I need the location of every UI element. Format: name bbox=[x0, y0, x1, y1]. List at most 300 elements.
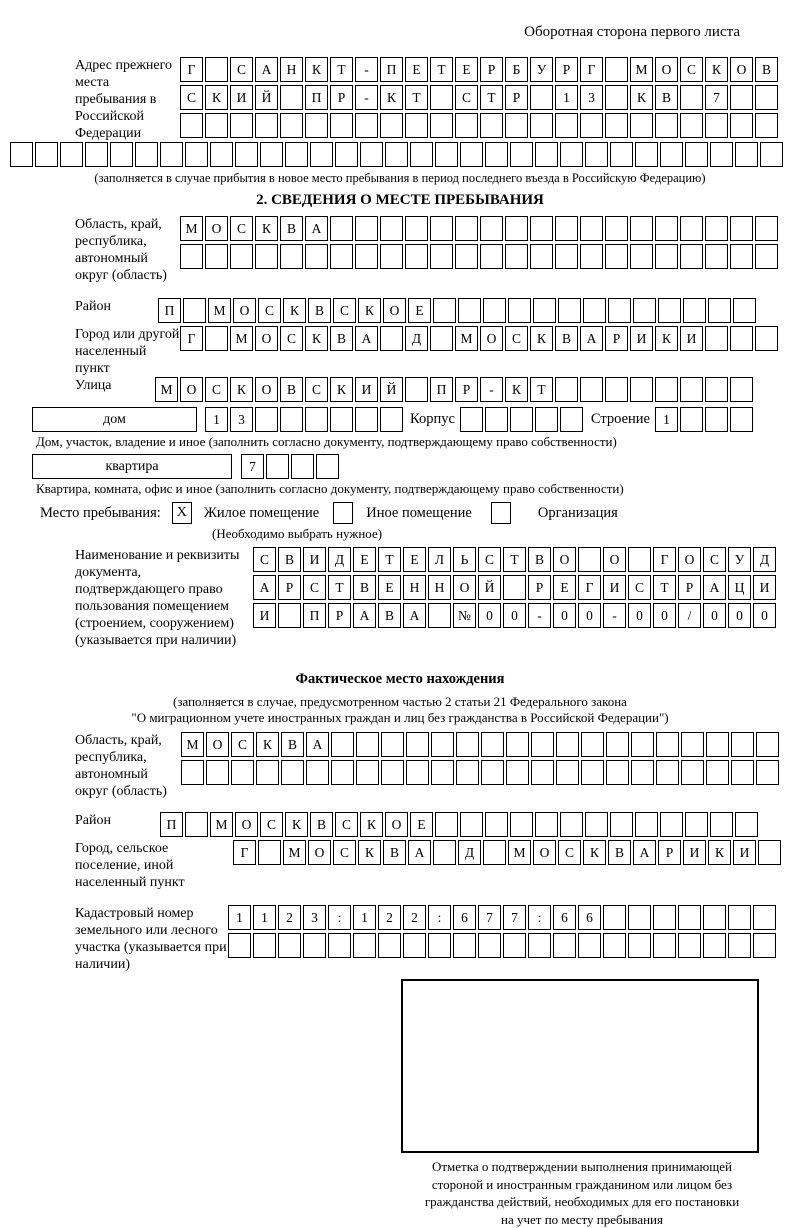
char-cell bbox=[230, 113, 253, 138]
char-cell: Ь bbox=[453, 547, 476, 572]
char-cell bbox=[680, 113, 703, 138]
char-cell bbox=[655, 113, 678, 138]
char-cell: М bbox=[230, 326, 253, 351]
char-cell bbox=[681, 760, 704, 785]
char-cell bbox=[405, 216, 428, 241]
char-cell bbox=[610, 812, 633, 837]
char-cell: О bbox=[603, 547, 626, 572]
char-cell bbox=[380, 216, 403, 241]
char-cell bbox=[428, 603, 451, 628]
char-cell bbox=[585, 142, 608, 167]
char-cell: М bbox=[180, 216, 203, 241]
char-cell bbox=[531, 760, 554, 785]
char-cell bbox=[710, 142, 733, 167]
char-cell: С bbox=[703, 547, 726, 572]
char-cell: Г bbox=[233, 840, 256, 865]
char-cell bbox=[510, 812, 533, 837]
char-cell bbox=[605, 85, 628, 110]
char-cell bbox=[135, 142, 158, 167]
char-cell bbox=[260, 142, 283, 167]
district-row bbox=[158, 298, 756, 323]
char-cell: 1 bbox=[555, 85, 578, 110]
char-cell: С bbox=[205, 377, 228, 402]
char-cell: Б bbox=[505, 57, 528, 82]
char-cell bbox=[406, 760, 429, 785]
char-cell bbox=[755, 216, 778, 241]
char-cell: С bbox=[231, 732, 254, 757]
char-cell bbox=[605, 57, 628, 82]
actual-region-row-2 bbox=[181, 760, 779, 785]
char-cell: С bbox=[478, 547, 501, 572]
char-cell: К bbox=[358, 840, 381, 865]
char-cell bbox=[553, 933, 576, 958]
char-cell bbox=[705, 216, 728, 241]
char-cell: К bbox=[708, 840, 731, 865]
char-cell: 2 bbox=[378, 905, 401, 930]
char-cell: У bbox=[530, 57, 553, 82]
korpus-label: Корпус bbox=[410, 411, 455, 428]
char-cell bbox=[755, 113, 778, 138]
char-cell: 1 bbox=[655, 407, 678, 432]
char-cell bbox=[710, 812, 733, 837]
char-cell: С bbox=[680, 57, 703, 82]
char-cell bbox=[705, 113, 728, 138]
residential-label: Жилое помещение bbox=[204, 505, 319, 522]
char-cell bbox=[578, 547, 601, 572]
cadastral-block bbox=[0, 905, 800, 973]
region-row-2 bbox=[180, 244, 778, 269]
char-cell bbox=[205, 326, 228, 351]
char-cell: О bbox=[678, 547, 701, 572]
char-cell bbox=[755, 244, 778, 269]
char-cell bbox=[528, 933, 551, 958]
char-cell: И bbox=[230, 85, 253, 110]
char-cell: Р bbox=[555, 57, 578, 82]
char-cell: : bbox=[528, 905, 551, 930]
char-cell bbox=[730, 407, 753, 432]
char-cell bbox=[210, 142, 233, 167]
char-cell bbox=[506, 760, 529, 785]
cadastral-row-1 bbox=[228, 905, 776, 930]
char-cell bbox=[605, 244, 628, 269]
char-cell: О bbox=[308, 840, 331, 865]
char-cell: А bbox=[255, 57, 278, 82]
char-cell bbox=[756, 732, 779, 757]
document-row-2 bbox=[253, 575, 776, 600]
char-cell: О bbox=[383, 298, 406, 323]
char-cell bbox=[460, 142, 483, 167]
korpus-row bbox=[460, 407, 583, 432]
actual-location-note-2: "О миграционном учете иностранных граждан и лиц без гражданства в Российской Федерации") bbox=[0, 710, 800, 726]
char-cell bbox=[481, 732, 504, 757]
char-cell bbox=[705, 326, 728, 351]
char-cell bbox=[303, 933, 326, 958]
back-side-title: Оборотная сторона первого листа bbox=[0, 24, 800, 41]
char-cell bbox=[706, 732, 729, 757]
char-cell: К bbox=[358, 298, 381, 323]
char-cell bbox=[581, 732, 604, 757]
char-cell: В bbox=[528, 547, 551, 572]
char-cell bbox=[378, 933, 401, 958]
char-cell bbox=[631, 732, 654, 757]
char-cell: П bbox=[380, 57, 403, 82]
street-row bbox=[155, 377, 753, 402]
char-cell: В bbox=[330, 326, 353, 351]
char-cell bbox=[380, 244, 403, 269]
char-cell: 0 bbox=[553, 603, 576, 628]
house-note: Дом, участок, владение и иное (заполнить согласно документу, подтверждающему право собственности) bbox=[36, 434, 800, 450]
char-cell bbox=[355, 244, 378, 269]
char-cell: В bbox=[655, 85, 678, 110]
char-cell: Р bbox=[455, 377, 478, 402]
char-cell bbox=[578, 933, 601, 958]
char-cell: 1 bbox=[205, 407, 228, 432]
char-cell: Р bbox=[330, 85, 353, 110]
char-cell bbox=[10, 142, 33, 167]
char-cell bbox=[410, 142, 433, 167]
char-cell bbox=[680, 407, 703, 432]
char-cell bbox=[705, 407, 728, 432]
char-cell: И bbox=[630, 326, 653, 351]
char-cell bbox=[485, 812, 508, 837]
char-cell: Р bbox=[278, 575, 301, 600]
char-cell bbox=[381, 732, 404, 757]
char-cell: И bbox=[355, 377, 378, 402]
confirmation-caption-line-3: гражданства действий, необходимых для его постановки bbox=[380, 1193, 784, 1211]
char-cell bbox=[678, 933, 701, 958]
char-cell bbox=[530, 216, 553, 241]
char-cell: С bbox=[333, 298, 356, 323]
char-cell: О bbox=[180, 377, 203, 402]
char-cell: Д bbox=[458, 840, 481, 865]
char-cell: И bbox=[753, 575, 776, 600]
char-cell bbox=[605, 113, 628, 138]
char-cell: С bbox=[303, 575, 326, 600]
char-cell: Д bbox=[405, 326, 428, 351]
char-cell: Е bbox=[410, 812, 433, 837]
char-cell: 6 bbox=[553, 905, 576, 930]
char-cell: Г bbox=[653, 547, 676, 572]
char-cell: К bbox=[205, 85, 228, 110]
char-cell bbox=[730, 113, 753, 138]
char-cell: Т bbox=[503, 547, 526, 572]
char-cell: С bbox=[180, 85, 203, 110]
char-cell: 2 bbox=[403, 905, 426, 930]
char-cell: Г bbox=[180, 326, 203, 351]
char-cell bbox=[678, 905, 701, 930]
char-cell: 6 bbox=[453, 905, 476, 930]
char-cell bbox=[455, 216, 478, 241]
char-cell: С bbox=[628, 575, 651, 600]
char-cell: К bbox=[655, 326, 678, 351]
char-cell bbox=[555, 377, 578, 402]
char-cell bbox=[433, 298, 456, 323]
char-cell bbox=[430, 113, 453, 138]
stroenie-row bbox=[655, 407, 753, 432]
char-cell bbox=[60, 142, 83, 167]
char-cell: А bbox=[703, 575, 726, 600]
char-cell: В bbox=[280, 377, 303, 402]
char-cell bbox=[730, 216, 753, 241]
organization-checkbox bbox=[491, 502, 511, 524]
char-cell: Т bbox=[405, 85, 428, 110]
char-cell: С bbox=[258, 298, 281, 323]
char-cell bbox=[660, 142, 683, 167]
char-cell bbox=[185, 142, 208, 167]
prev-address-label: Адрес прежнего места пребывания в Российской Федерации bbox=[75, 57, 180, 142]
char-cell bbox=[278, 603, 301, 628]
char-cell: 7 bbox=[705, 85, 728, 110]
char-cell bbox=[608, 298, 631, 323]
char-cell bbox=[455, 244, 478, 269]
char-cell bbox=[228, 933, 251, 958]
char-cell: М bbox=[155, 377, 178, 402]
char-cell: В bbox=[308, 298, 331, 323]
confirmation-caption-line-2: стороной и иностранным гражданином или лицом без bbox=[380, 1176, 784, 1194]
char-cell bbox=[555, 244, 578, 269]
char-cell: И bbox=[603, 575, 626, 600]
char-cell bbox=[430, 216, 453, 241]
char-cell bbox=[430, 244, 453, 269]
char-cell: 7 bbox=[503, 905, 526, 930]
char-cell bbox=[580, 377, 603, 402]
char-cell: 3 bbox=[303, 905, 326, 930]
char-cell bbox=[708, 298, 731, 323]
char-cell bbox=[535, 812, 558, 837]
char-cell bbox=[653, 933, 676, 958]
char-cell bbox=[605, 216, 628, 241]
char-cell: О bbox=[385, 812, 408, 837]
char-cell bbox=[281, 760, 304, 785]
char-cell: А bbox=[353, 603, 376, 628]
char-cell: С bbox=[455, 85, 478, 110]
char-cell bbox=[480, 216, 503, 241]
char-cell bbox=[280, 244, 303, 269]
char-cell bbox=[653, 905, 676, 930]
char-cell bbox=[460, 407, 483, 432]
char-cell: О bbox=[233, 298, 256, 323]
char-cell: : bbox=[328, 905, 351, 930]
char-cell bbox=[353, 933, 376, 958]
char-cell: А bbox=[306, 732, 329, 757]
char-cell: Н bbox=[280, 57, 303, 82]
char-cell bbox=[35, 142, 58, 167]
char-cell bbox=[735, 142, 758, 167]
document-label: Наименование и реквизиты документа, подтверждающего право пользования помещением (строением, сооружением) (указывается при наличии) bbox=[75, 547, 253, 649]
actual-region-row-1 bbox=[181, 732, 779, 757]
char-cell bbox=[256, 760, 279, 785]
apartment-box: квартира bbox=[32, 454, 232, 479]
actual-city-label: Город, сельское поселение, иной населенный пункт bbox=[75, 840, 233, 891]
actual-region-grid bbox=[181, 732, 779, 788]
char-cell bbox=[355, 113, 378, 138]
char-cell bbox=[310, 142, 333, 167]
region-block bbox=[0, 216, 800, 284]
char-cell bbox=[603, 905, 626, 930]
actual-region-label: Область, край, республика, автономный округ (область) bbox=[75, 732, 181, 800]
char-cell bbox=[456, 760, 479, 785]
char-cell bbox=[305, 407, 328, 432]
actual-city-row bbox=[233, 840, 781, 865]
actual-district-block bbox=[0, 812, 800, 840]
char-cell: - bbox=[355, 85, 378, 110]
char-cell: Й bbox=[478, 575, 501, 600]
char-cell bbox=[706, 760, 729, 785]
char-cell: 1 bbox=[353, 905, 376, 930]
char-cell bbox=[458, 298, 481, 323]
char-cell: К bbox=[283, 298, 306, 323]
char-cell bbox=[328, 933, 351, 958]
char-cell bbox=[355, 407, 378, 432]
char-cell bbox=[580, 216, 603, 241]
char-cell bbox=[430, 326, 453, 351]
char-cell bbox=[635, 142, 658, 167]
char-cell: С bbox=[505, 326, 528, 351]
char-cell: 0 bbox=[578, 603, 601, 628]
prev-address-block bbox=[0, 57, 800, 142]
char-cell: Т bbox=[430, 57, 453, 82]
char-cell bbox=[558, 298, 581, 323]
char-cell bbox=[330, 407, 353, 432]
house-box: дом bbox=[32, 407, 197, 432]
char-cell bbox=[160, 142, 183, 167]
document-block bbox=[0, 547, 800, 649]
char-cell bbox=[735, 812, 758, 837]
char-cell: В bbox=[280, 216, 303, 241]
char-cell: А bbox=[633, 840, 656, 865]
char-cell bbox=[110, 142, 133, 167]
char-cell bbox=[583, 298, 606, 323]
char-cell: Т bbox=[653, 575, 676, 600]
char-cell: : bbox=[428, 905, 451, 930]
char-cell: А bbox=[403, 603, 426, 628]
char-cell bbox=[555, 113, 578, 138]
char-cell: № bbox=[453, 603, 476, 628]
char-cell bbox=[530, 244, 553, 269]
char-cell bbox=[380, 113, 403, 138]
char-cell: О bbox=[205, 216, 228, 241]
char-cell bbox=[731, 760, 754, 785]
char-cell: А bbox=[253, 575, 276, 600]
char-cell: Е bbox=[405, 57, 428, 82]
char-cell bbox=[680, 244, 703, 269]
organization-label: Организация bbox=[538, 505, 618, 522]
char-cell: П bbox=[303, 603, 326, 628]
char-cell bbox=[306, 760, 329, 785]
char-cell: Ц bbox=[728, 575, 751, 600]
char-cell bbox=[235, 142, 258, 167]
char-cell bbox=[481, 760, 504, 785]
char-cell bbox=[630, 113, 653, 138]
char-cell: 2 bbox=[278, 905, 301, 930]
char-cell: Е bbox=[403, 547, 426, 572]
char-cell: Р bbox=[678, 575, 701, 600]
char-cell bbox=[480, 113, 503, 138]
char-cell bbox=[658, 298, 681, 323]
char-cell bbox=[505, 113, 528, 138]
char-cell: 3 bbox=[230, 407, 253, 432]
char-cell bbox=[535, 142, 558, 167]
char-cell bbox=[628, 547, 651, 572]
char-cell bbox=[760, 142, 783, 167]
char-cell: Е bbox=[353, 547, 376, 572]
char-cell: 0 bbox=[628, 603, 651, 628]
char-cell bbox=[655, 244, 678, 269]
char-cell bbox=[655, 377, 678, 402]
char-cell: П bbox=[305, 85, 328, 110]
prev-address-row-3 bbox=[180, 113, 778, 138]
char-cell bbox=[758, 840, 781, 865]
char-cell: М bbox=[455, 326, 478, 351]
char-cell: К bbox=[630, 85, 653, 110]
other-premises-checkbox bbox=[333, 502, 353, 524]
char-cell bbox=[330, 216, 353, 241]
confirmation-caption-line-1: Отметка о подтверждении выполнения принимающей bbox=[380, 1158, 784, 1176]
char-cell: К bbox=[583, 840, 606, 865]
char-cell bbox=[633, 298, 656, 323]
char-cell: М bbox=[283, 840, 306, 865]
char-cell: П bbox=[160, 812, 183, 837]
char-cell bbox=[680, 85, 703, 110]
char-cell: В bbox=[755, 57, 778, 82]
char-cell bbox=[478, 933, 501, 958]
char-cell: К bbox=[330, 377, 353, 402]
char-cell: М bbox=[630, 57, 653, 82]
char-cell bbox=[580, 113, 603, 138]
char-cell: В bbox=[555, 326, 578, 351]
char-cell: А bbox=[305, 216, 328, 241]
char-cell bbox=[531, 732, 554, 757]
actual-region-block bbox=[0, 732, 800, 800]
char-cell bbox=[280, 407, 303, 432]
char-cell: / bbox=[678, 603, 701, 628]
char-cell bbox=[730, 85, 753, 110]
district-block bbox=[0, 298, 800, 326]
char-cell bbox=[680, 216, 703, 241]
char-cell: 1 bbox=[253, 905, 276, 930]
char-cell: - bbox=[355, 57, 378, 82]
stay-type-note: (Необходимо выбрать нужное) bbox=[212, 526, 800, 542]
char-cell bbox=[280, 85, 303, 110]
char-cell bbox=[385, 142, 408, 167]
confirmation-caption bbox=[380, 1158, 784, 1228]
char-cell: М bbox=[181, 732, 204, 757]
char-cell: Е bbox=[553, 575, 576, 600]
char-cell bbox=[453, 933, 476, 958]
street-block bbox=[0, 377, 800, 405]
char-cell bbox=[730, 377, 753, 402]
char-cell bbox=[255, 244, 278, 269]
document-grid bbox=[253, 547, 776, 631]
char-cell: К bbox=[256, 732, 279, 757]
actual-district-row bbox=[160, 812, 758, 837]
char-cell: Р bbox=[328, 603, 351, 628]
char-cell: Т bbox=[530, 377, 553, 402]
char-cell bbox=[681, 732, 704, 757]
char-cell bbox=[560, 142, 583, 167]
char-cell: Г bbox=[580, 57, 603, 82]
char-cell bbox=[628, 905, 651, 930]
char-cell: К bbox=[380, 85, 403, 110]
char-cell bbox=[660, 812, 683, 837]
char-cell: И bbox=[253, 603, 276, 628]
char-cell bbox=[728, 933, 751, 958]
char-cell: В bbox=[608, 840, 631, 865]
char-cell bbox=[85, 142, 108, 167]
char-cell bbox=[480, 244, 503, 269]
char-cell bbox=[753, 905, 776, 930]
char-cell: Н bbox=[403, 575, 426, 600]
